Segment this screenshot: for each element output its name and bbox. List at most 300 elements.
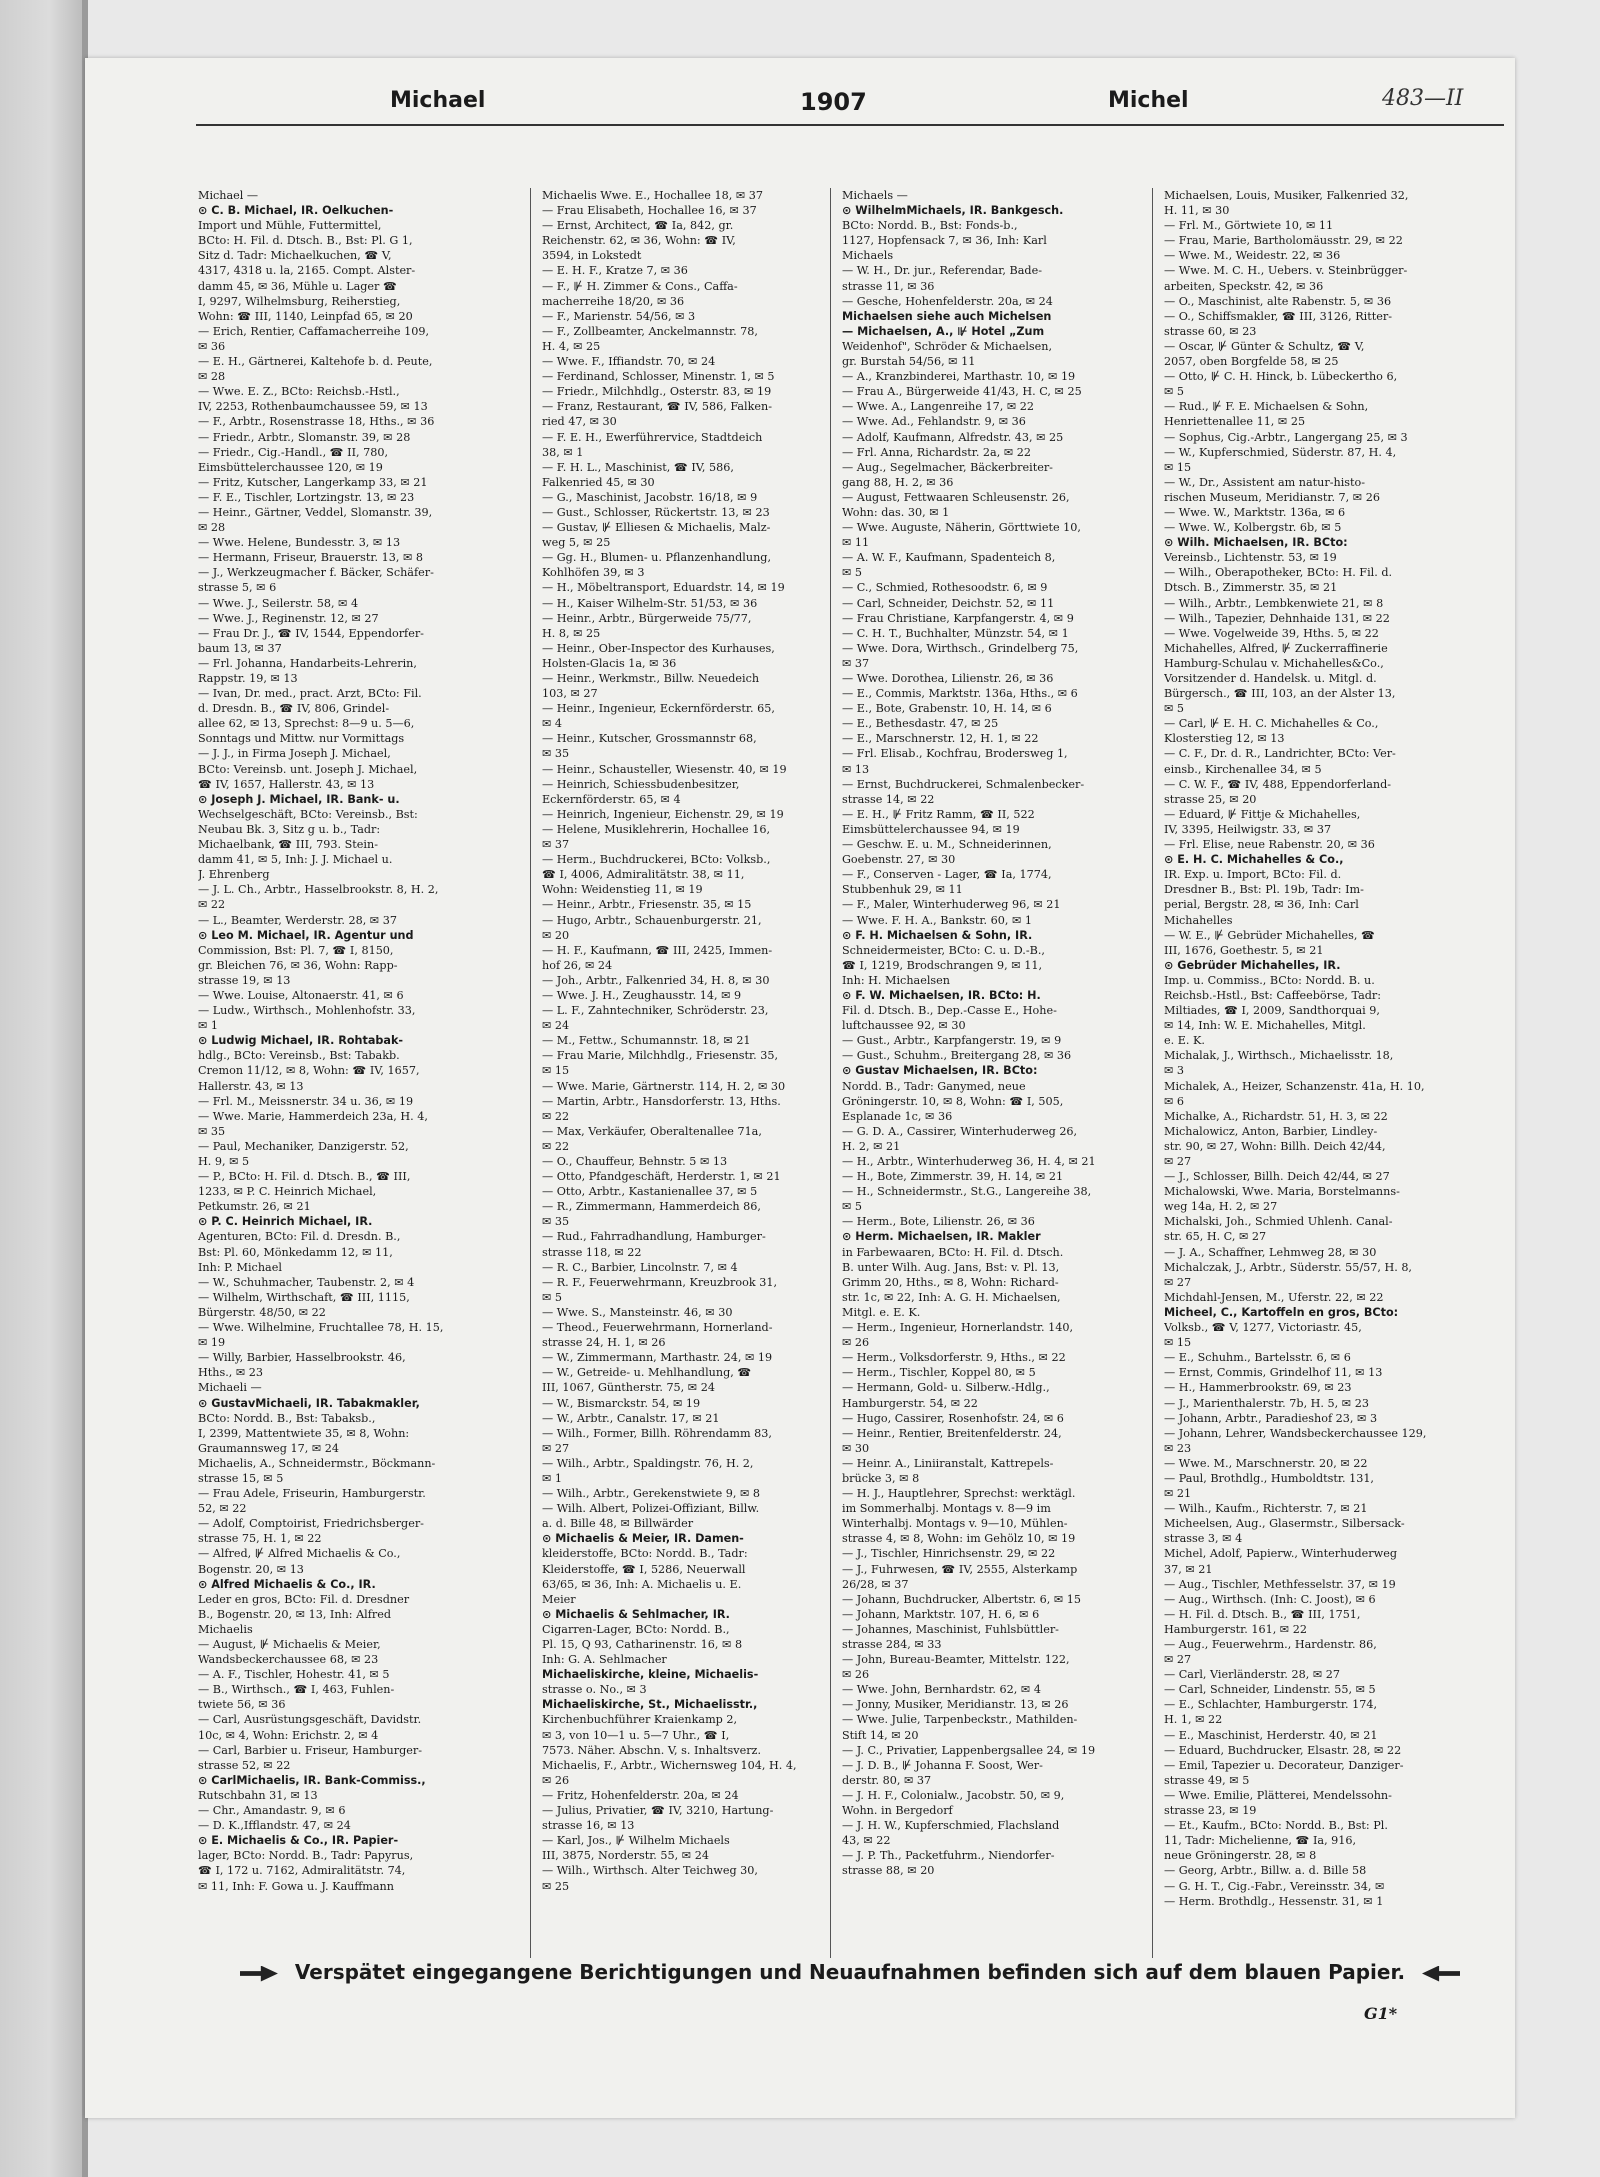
firm-entry-line: Michaelsen siehe auch Michelsen [842, 309, 1052, 323]
entry-line: Inh: G. A. Sehlmacher [542, 1653, 667, 1667]
entry-line: Hallerstr. 43, ✉ 13 [198, 1079, 304, 1093]
entry-line: — Adolf, Kaufmann, Alfredstr. 43, ✉ 25 [842, 430, 1064, 444]
entry-line: — B., Wirthsch., ☎ I, 463, Fuhlen- [198, 1683, 395, 1697]
entry-line: ✉ 13 [842, 762, 870, 776]
entry-line: — Wwe. W., Marktstr. 136a, ✉ 6 [1164, 505, 1346, 519]
entry-line: — Heinr., Arbtr., Friesenstr. 35, ✉ 15 [542, 898, 752, 912]
entry-line: — C. W. F., ☎ IV, 488, Eppendorferland- [1164, 777, 1392, 791]
entry-line: — F., Arbtr., Rosenstrasse 18, Hths., ✉ 36 [198, 415, 435, 429]
entry-line: — R. F., Feuerwehrmann, Kreuzbrook 31, [542, 1275, 777, 1289]
entry-line: — Ernst, Buchdruckerei, Schmalenbecker- [842, 777, 1085, 791]
entry-line: in Farbewaaren, BCto: H. Fil. d. Dtsch. [842, 1245, 1064, 1259]
entry-line: — G. D. A., Cassirer, Winterhuderweg 26, [842, 1124, 1078, 1138]
column-3 [842, 188, 1142, 1879]
entry-line: Michahelles [1164, 913, 1233, 927]
entry-line: — Frau Adele, Friseurin, Hamburgerstr. [198, 1487, 426, 1501]
entry-line: ✉ 24 [542, 1019, 570, 1033]
firm-entry-line: ⊙ E. Michaelis & Co., IR. Papier- [198, 1834, 399, 1848]
entry-line: ried 47, ✉ 30 [542, 415, 617, 429]
entry-line: J. Ehrenberg [198, 868, 270, 882]
entry-line: strasse 49, ✉ 5 [1164, 1773, 1250, 1787]
entry-line: — E., Schlachter, Hamburgerstr. 174, [1164, 1698, 1378, 1712]
entry-line: ✉ 5 [1164, 702, 1185, 716]
entry-line: Volksb., ☎ V, 1277, Victoriastr. 45, [1164, 1321, 1362, 1335]
entry-line: BCto: Nordd. B., Bst: Fonds-b., [842, 219, 1018, 233]
entry-line: — Erich, Rentier, Caffamacherreihe 109, [198, 324, 429, 338]
entry-line: a. d. Bille 48, ✉ Billwärder [542, 1517, 694, 1531]
header-rule [196, 124, 1504, 126]
entry-line: — Herm., Ingenieur, Hornerlandstr. 140, [842, 1321, 1073, 1335]
entry-line: allee 62, ✉ 13, Sprechst: 8—9 u. 5—6, [198, 717, 415, 731]
entry-line: — Wwe. Marie, Gärtnerstr. 114, H. 2, ✉ 30 [542, 1079, 786, 1093]
entry-line: ✉ 35 [542, 1215, 570, 1229]
entry-line: — F., Marienstr. 54/56, ✉ 3 [542, 309, 696, 323]
entry-line: Weidenhof", Schröder & Michaelsen, [842, 339, 1053, 353]
entry-line: damm 41, ✉ 5, Inh: J. J. Michael u. [198, 853, 393, 867]
entry-line: — Geschw. E. u. M., Schneiderinnen, [842, 838, 1052, 852]
entry-line: Cigarren-Lager, BCto: Nordd. B., [542, 1622, 730, 1636]
entry-line: gr. Burstah 54/56, ✉ 11 [842, 355, 976, 369]
entry-line: — Wwe. E. Z., BCto: Reichsb.-Hstl., [198, 385, 400, 399]
entry-line: ✉ 26 [542, 1773, 570, 1787]
entry-line: H. 2, ✉ 21 [842, 1139, 901, 1153]
entry-line: — Oscar, ⊮ Günter & Schultz, ☎ V, [1164, 339, 1365, 353]
entry-line: ✉ 35 [542, 747, 570, 761]
entry-line: ✉ 20 [542, 928, 570, 942]
entry-line: — L., Beamter, Werderstr. 28, ✉ 37 [198, 913, 397, 927]
entry-line: — J., Marienthalerstr. 7b, H. 5, ✉ 23 [1164, 1396, 1369, 1410]
entry-line: — Ernst, Commis, Grindelhof 11, ✉ 13 [1164, 1366, 1383, 1380]
entry-line: 4317, 4318 u. la, 2165. Compt. Alster- [198, 264, 416, 278]
entry-line: Winterhalbj. Montags v. 9—10, Mühlen- [842, 1517, 1068, 1531]
entry-line: ☎ IV, 1657, Hallerstr. 43, ✉ 13 [198, 777, 375, 791]
entry-line: — Wilh., Tapezier, Dehnhaide 131, ✉ 22 [1164, 611, 1390, 625]
entry-line: — H., Arbtr., Winterhuderweg 36, H. 4, ✉ 21 [842, 1155, 1096, 1168]
entry-line: rischen Museum, Meridianstr. 7, ✉ 26 [1164, 490, 1380, 504]
column-divider [1152, 188, 1153, 1958]
entry-line: ✉ 5 [1164, 385, 1185, 399]
entry-line: — Carl, Schneider, Deichstr. 52, ✉ 11 [842, 596, 1055, 610]
entry-line: ✉ 6 [1164, 1094, 1185, 1108]
firm-entry-line: ⊙ Alfred Michaelis & Co., IR. [198, 1577, 376, 1591]
entry-line: ✉ 3, von 10—1 u. 5—7 Uhr., ☎ I, [542, 1728, 730, 1742]
entry-line: — W., Zimmermann, Marthastr. 24, ✉ 19 [542, 1351, 773, 1365]
entry-line: ✉ 37 [542, 838, 570, 852]
firm-entry-line: ⊙ CarlMichaelis, IR. Bank-Commiss., [198, 1773, 426, 1787]
entry-line: Dtsch. B., Zimmerstr. 35, ✉ 21 [1164, 581, 1338, 595]
entry-line: ✉ 27 [1164, 1653, 1192, 1667]
entry-line: — F., Maler, Winterhuderweg 96, ✉ 21 [842, 898, 1061, 912]
entry-line: brücke 3, ✉ 8 [842, 1471, 920, 1485]
header-year: 1907 [800, 88, 867, 116]
entry-line: — August, Fettwaaren Schleusenstr. 26, [842, 490, 1070, 504]
entry-line: Commission, Bst: Pl. 7, ☎ I, 8150, [198, 943, 394, 957]
entry-line: — F., Zollbeamter, Anckelmannstr. 78, [542, 324, 758, 338]
entry-line: Hths., ✉ 23 [198, 1366, 264, 1380]
book-spine [0, 0, 82, 2177]
entry-line: — Aug., Segelmacher, Bäckerbreiter- [842, 460, 1053, 474]
entry-line: — J. P. Th., Packetfuhrm., Niendorfer- [842, 1849, 1055, 1863]
firm-entry-line: ⊙ Gustav Michaelsen, IR. BCto: [842, 1064, 1038, 1078]
entry-line: Reichsb.-Hstl., Bst: Caffeebörse, Tadr: [1164, 988, 1382, 1002]
entry-line: — Wwe. J., Seilerstr. 58, ✉ 4 [198, 596, 359, 610]
entry-line: — Friedr., Cig.-Handl., ☎ II, 780, [198, 445, 389, 459]
entry-line: — D. K.,Ifflandstr. 47, ✉ 24 [198, 1819, 351, 1833]
entry-line: III, 1067, Güntherstr. 75, ✉ 24 [542, 1381, 715, 1395]
entry-line: strasse 60, ✉ 23 [1164, 324, 1257, 338]
entry-line: 103, ✉ 27 [542, 687, 598, 701]
firm-entry-line: Micheel, C., Kartoffeln en gros, BCto: [1164, 1305, 1399, 1319]
entry-line: Kohlhöfen 39, ✉ 3 [542, 566, 645, 580]
entry-line: — Heinr., Ingenieur, Eckernförderstr. 65, [542, 702, 775, 716]
entry-line: Michalski, Joh., Schmied Uhlenh. Canal- [1164, 1215, 1393, 1229]
entry-line: 43, ✉ 22 [842, 1834, 891, 1848]
entry-line: — Wwe. Louise, Altonaerstr. 41, ✉ 6 [198, 988, 404, 1002]
firm-entry-line: ⊙ C. B. Michael, IR. Oelkuchen- [198, 204, 394, 218]
entry-line: Michalek, A., Heizer, Schanzenstr. 41a, H. 10, [1164, 1079, 1425, 1093]
entry-line: 2057, oben Borgfelde 58, ✉ 25 [1164, 355, 1339, 369]
entry-line: IV, 2253, Rothenbaumchaussee 59, ✉ 13 [198, 400, 428, 414]
entry-line: — Wilh., Arbtr., Gerekenstwiete 9, ✉ 8 [542, 1487, 761, 1501]
pointing-hand-icon [1422, 1966, 1460, 1982]
entry-line: — Wwe. M., Marschnerstr. 20, ✉ 22 [1164, 1456, 1368, 1470]
firm-entry-line: Michaeliskirche, St., Michaelisstr., [542, 1698, 758, 1712]
entry-line: — Martin, Arbtr., Hansdorferstr. 13, Hths. [542, 1094, 781, 1108]
entry-line: — E. H. F., Kratze 7, ✉ 36 [542, 264, 688, 278]
entry-line: ✉ 27 [1164, 1155, 1192, 1168]
entry-line: — Herm., Volksdorferstr. 9, Hths., ✉ 22 [842, 1351, 1066, 1365]
entry-line: Agenturen, BCto: Fil. d. Dresdn. B., [198, 1230, 401, 1244]
entry-line: Michaelis, A., Schneidermstr., Böckmann- [198, 1456, 436, 1470]
entry-line: — H., Kaiser Wilhelm-Str. 51/53, ✉ 36 [542, 596, 758, 610]
entry-line: Grimm 20, Hths., ✉ 8, Wohn: Richard- [842, 1275, 1059, 1289]
entry-line: — Franz, Restaurant, ☎ IV, 586, Falken- [542, 400, 772, 414]
entry-line: ✉ 1 [198, 1019, 219, 1033]
entry-line: — Wwe. Wilhelmine, Fruchtallee 78, H. 15, [198, 1321, 444, 1335]
entry-line: — J. H. W., Kupferschmied, Flachsland [842, 1819, 1060, 1833]
entry-line: — Hermann, Gold- u. Silberw.-Hdlg., [842, 1381, 1050, 1395]
entry-line: — Wwe. M. C. H., Uebers. v. Steinbrügger- [1164, 264, 1408, 278]
entry-line: 11, Tadr: Micheliennе, ☎ Ia, 916, [1164, 1834, 1357, 1848]
entry-line: baum 13, ✉ 37 [198, 641, 282, 655]
entry-line: — Friedr., Arbtr., Slomanstr. 39, ✉ 28 [198, 430, 411, 444]
entry-line: strasse 14, ✉ 22 [842, 792, 935, 806]
entry-line: — Wwe. Ad., Fehlandstr. 9, ✉ 36 [842, 415, 1026, 429]
entry-line: ✉ 4 [542, 717, 563, 731]
header-left-keyword: Michael [390, 88, 486, 113]
entry-line: — C. F., Dr. d. R., Landrichter, BCto: Ver- [1164, 747, 1396, 761]
entry-line: — J., Tischler, Hinrichsenstr. 29, ✉ 22 [842, 1547, 1056, 1561]
entry-line: Neubau Bk. 3, Sitz g u. b., Tadr: [198, 822, 381, 836]
column-4 [1164, 188, 1464, 1909]
entry-line: — Frau Marie, Milchhdlg., Friesenstr. 35, [542, 1049, 779, 1063]
printer-signature: G1* [1364, 2004, 1398, 2023]
entry-line: — Theod., Feuerwehrmann, Hornerland- [542, 1321, 773, 1335]
entry-line: — Eduard, Buchdrucker, Elsastr. 28, ✉ 22 [1164, 1743, 1402, 1757]
entry-line: Wohn. in Bergedorf [842, 1804, 953, 1818]
firm-entry-line: ⊙ Michaelis & Sehlmacher, IR. [542, 1607, 730, 1621]
entry-line: — Wwe. Vogelweide 39, Hths. 5, ✉ 22 [1164, 626, 1379, 640]
entry-line: perial, Bergstr. 28, ✉ 36, Inh: Carl [1164, 898, 1359, 912]
pointing-hand-icon [240, 1966, 278, 1982]
entry-line: Eimsbüttelerchaussee 94, ✉ 19 [842, 822, 1020, 836]
entry-line: — Wilh., Oberapotheker, BCto: H. Fil. d. [1164, 566, 1393, 580]
entry-line: gang 88, H. 2, ✉ 36 [842, 475, 954, 489]
entry-line: H. 9, ✉ 5 [198, 1155, 250, 1168]
entry-line: B. unter Wilh. Aug. Jans, Bst: v. Pl. 13, [842, 1260, 1060, 1274]
entry-line: Hamburgerstr. 161, ✉ 22 [1164, 1622, 1307, 1636]
entry-line: — Heinr. A., Liniiranstalt, Kattrepels- [842, 1456, 1054, 1470]
entry-line: — J. C., Privatier, Lappenbergsallee 24, ✉ 19 [842, 1743, 1096, 1757]
firm-entry-line: ⊙ Gebrüder Michahelles, IR. [1164, 958, 1341, 972]
entry-line: — H., Möbeltransport, Eduardstr. 14, ✉ 19 [542, 581, 785, 595]
entry-line: macherreihe 18/20, ✉ 36 [542, 294, 685, 308]
entry-line: Imp. u. Commiss., BCto: Nordd. B. u. [1164, 973, 1375, 987]
entry-line: Sonntags und Mittw. nur Vormittags [198, 732, 405, 746]
entry-line: — Alfred, ⊮ Alfred Michaelis & Co., [198, 1547, 401, 1561]
entry-line: — E., Bethesdastr. 47, ✉ 25 [842, 717, 999, 731]
entry-line: Graumannsweg 17, ✉ 24 [198, 1441, 340, 1455]
entry-line: — L. F., Zahntechniker, Schröderstr. 23, [542, 1004, 769, 1018]
firm-entry-line: Michaeliskirche, kleine, Michaelis- [542, 1668, 759, 1682]
entry-line: — Herm. Brothdlg., Hessenstr. 31, ✉ 1 [1164, 1894, 1384, 1908]
column-divider [830, 188, 831, 1958]
entry-line: — F. H. L., Maschinist, ☎ IV, 586, [542, 460, 734, 474]
firm-entry-line: ⊙ F. H. Michaelsen & Sohn, IR. [842, 928, 1033, 942]
entry-line: — W., Kupferschmied, Süderstr. 87, H. 4, [1164, 445, 1397, 459]
entry-line: H. 1, ✉ 22 [1164, 1713, 1223, 1727]
entry-line: Vorsitzender d. Handelsk. u. Mitgl. d. [1164, 672, 1377, 685]
entry-line: Michaelis Wwe. E., Hochallee 18, ✉ 37 [542, 189, 763, 202]
entry-line: I, 9297, Wilhelmsburg, Reiherstieg, [198, 294, 401, 308]
entry-line: — Ludw., Wirthsch., Mohlenhofstr. 33, [198, 1004, 416, 1018]
firm-entry-line: ⊙ P. C. Heinrich Michael, IR. [198, 1215, 373, 1229]
entry-line: — Ivan, Dr. med., pract. Arzt, BCto: Fil. [198, 687, 422, 701]
entry-line: strasse 3, ✉ 4 [1164, 1532, 1243, 1546]
entry-line: — F. E., Tischler, Lortzingstr. 13, ✉ 23 [198, 490, 415, 504]
entry-line: — Fritz, Kutscher, Langerkamp 33, ✉ 21 [198, 475, 428, 489]
entry-line: Schneidermeister, BCto: C. u. D.-B., [842, 943, 1045, 957]
entry-line: — Wwe. J. H., Zeughausstr. 14, ✉ 9 [542, 988, 742, 1002]
entry-line: H. 8, ✉ 25 [542, 626, 601, 640]
entry-line: — Rud., ⊮ F. E. Michaelsen & Sohn, [1164, 400, 1369, 414]
entry-line: — Emil, Tapezier u. Decorateur, Danziger- [1164, 1758, 1404, 1772]
entry-line: Michaels — [842, 189, 908, 202]
firm-entry-line: ⊙ Herm. Michaelsen, IR. Makler [842, 1230, 1041, 1244]
entry-line: — Carl, ⊮ E. H. C. Michahelles & Co., [1164, 717, 1379, 731]
entry-line: strasse 15, ✉ 5 [198, 1471, 284, 1485]
entry-line: — Julius, Privatier, ☎ IV, 3210, Hartung- [542, 1804, 774, 1818]
entry-line: Sitz d. Tadr: Michaelkuchen, ☎ V, [198, 249, 392, 263]
firm-entry-line: ⊙ E. H. C. Michahelles & Co., [1164, 853, 1344, 867]
entry-line: Henriettenallee 11, ✉ 25 [1164, 415, 1306, 429]
entry-line: — Wilh., Arbtr., Spaldingstr. 76, H. 2, [542, 1456, 754, 1470]
entry-line: — H., Schneidermstr., St.G., Langereihe 38, [842, 1185, 1092, 1199]
entry-line: Wandsbeckerchaussee 68, ✉ 23 [198, 1653, 379, 1667]
entry-line: arbeiten, Speckstr. 42, ✉ 36 [1164, 279, 1324, 293]
entry-line: — Carl, Vierländerstr. 28, ✉ 27 [1164, 1668, 1341, 1682]
entry-line: — Wwe. S., Mansteinstr. 46, ✉ 30 [542, 1305, 733, 1319]
entry-line: str. 65, H. C, ✉ 27 [1164, 1230, 1267, 1244]
entry-line: Hamburg-Schulau v. Michahelles&Co., [1164, 656, 1384, 670]
entry-line: — Gg. H., Blumen- u. Pflanzenhandlung, [542, 551, 772, 565]
entry-line: — Frl. Elise, neue Rabenstr. 20, ✉ 36 [1164, 838, 1375, 852]
entry-line: Michalak, J., Wirthsch., Michaelisstr. 18, [1164, 1049, 1394, 1063]
entry-line: Michel, Adolf, Papierw., Winterhuderweg [1164, 1547, 1397, 1561]
entry-line: — Max, Verkäufer, Oberaltenallee 71a, [542, 1124, 762, 1138]
entry-line: 1233, ✉ P. C. Heinrich Michael, [198, 1185, 377, 1199]
entry-line: Dresdner B., Bst: Pl. 19b, Tadr: Im- [1164, 883, 1364, 897]
entry-line: — H., Hammerbrookstr. 69, ✉ 23 [1164, 1381, 1352, 1395]
entry-line: strasse 19, ✉ 13 [198, 973, 291, 987]
entry-line: ✉ 5 [842, 566, 863, 580]
entry-line: twiete 56, ✉ 36 [198, 1698, 286, 1712]
entry-line: Kleiderstoffe, ☎ I, 5286, Neuerwall [542, 1562, 746, 1576]
entry-line: gr. Bleichen 76, ✉ 36, Wohn: Rapp- [198, 958, 398, 972]
entry-line: ✉ 22 [198, 898, 226, 912]
entry-line: H. 11, ✉ 30 [1164, 204, 1230, 218]
entry-line: weg 14a, H. 2, ✉ 27 [1164, 1200, 1278, 1214]
firm-entry-line: ⊙ GustavMichaeli, IR. Tabakmakler, [198, 1396, 420, 1410]
entry-line: Petkumstr. 26, ✉ 21 [198, 1200, 311, 1214]
entry-line: — W. H., Dr. jur., Referendar, Bade- [842, 264, 1042, 278]
entry-line: — Wwe. F. H. A., Bankstr. 60, ✉ 1 [842, 913, 1033, 927]
entry-line: — O., Chauffeur, Behnstr. 5 ✉ 13 [542, 1155, 728, 1168]
entry-line: Michdahl-Jensen, M., Uferstr. 22, ✉ 22 [1164, 1290, 1384, 1304]
entry-line: — F. E. H., Ewerführervice, Stadtdeich [542, 430, 763, 444]
entry-line: ✉ 35 [198, 1124, 226, 1138]
entry-line: 3594, in Lokstedt [542, 249, 642, 263]
entry-line: — J. D. B., ⊮ Johanna F. Soost, Wer- [842, 1758, 1043, 1772]
entry-line: ✉ 5 [842, 1200, 863, 1214]
entry-line: Inh: P. Michael [198, 1260, 282, 1274]
firm-entry-line: ⊙ Joseph J. Michael, IR. Bank- u. [198, 792, 400, 806]
entry-line: — Heinr., Gärtner, Veddel, Slomanstr. 39, [198, 505, 433, 519]
entry-line: strasse 11, ✉ 36 [842, 279, 935, 293]
entry-line: — Wwe. Helene, Bundesstr. 3, ✉ 13 [198, 536, 401, 550]
entry-line: — Johann, Lehrer, Wandsbeckerchaussee 129, [1164, 1426, 1427, 1440]
entry-line: — Wilh., Wirthsch. Alter Teichweg 30, [542, 1864, 758, 1878]
entry-line: — Adolf, Comptoirist, Friedrichsberger- [198, 1517, 424, 1531]
entry-line: Eimsbüttelerchaussee 120, ✉ 19 [198, 460, 383, 474]
entry-line: — E. H., Gärtnerei, Kaltehofe b. d. Peute, [198, 355, 433, 369]
entry-line: — E., Bote, Grabenstr. 10, H. 14, ✉ 6 [842, 702, 1052, 716]
entry-line: Bürgersch., ☎ III, 103, an der Alster 13, [1164, 687, 1396, 701]
entry-line: — E. H., ⊮ Fritz Ramm, ☎ II, 522 [842, 807, 1035, 821]
entry-line: — Heinr., Kutscher, Grossmannstr 68, [542, 732, 757, 746]
entry-line: Pl. 15, Q 93, Catharinenstr. 16, ✉ 8 [542, 1638, 743, 1651]
entry-line: strasse 284, ✉ 33 [842, 1638, 942, 1651]
entry-line: — Wilh., Kaufm., Richterstr. 7, ✉ 21 [1164, 1502, 1368, 1516]
entry-line: ✉ 22 [542, 1109, 570, 1123]
entry-line: — Wwe. Marie, Hammerdeich 23a, H. 4, [198, 1109, 428, 1123]
entry-line: Gröningerstr. 10, ✉ 8, Wohn: ☎ I, 505, [842, 1094, 1064, 1108]
entry-line: Michaelbank, ☎ III, 793. Stein- [198, 838, 378, 852]
firm-entry-line: ⊙ WilhelmMichaels, IR. Bankgesch. [842, 204, 1064, 218]
entry-line: — Joh., Arbtr., Falkenried 34, H. 8, ✉ 30 [542, 973, 770, 987]
entry-line: BCto: Nordd. B., Bst: Tabaksb., [198, 1411, 376, 1425]
entry-line: ✉ 14, Inh: W. E. Michahelles, Mitgl. [1164, 1019, 1366, 1033]
entry-line: — J., Fuhrwesen, ☎ IV, 2555, Alsterkamp [842, 1562, 1078, 1576]
entry-line: neue Gröningerstr. 28, ✉ 8 [1164, 1849, 1317, 1863]
entry-line: — August, ⊮ Michaelis & Meier, [198, 1638, 381, 1651]
entry-line: — Wwe. M., Weidestr. 22, ✉ 36 [1164, 249, 1341, 263]
entry-line: Fil. d. Dtsch. B., Dep.-Casse E., Hohe- [842, 1004, 1057, 1018]
entry-line: Michahelles, Alfred, ⊮ Zuckerraffinerie [1164, 641, 1388, 655]
entry-line: 52, ✉ 22 [198, 1502, 247, 1516]
entry-line: — Heinr., Schausteller, Wiesenstr. 40, ✉ 19 [542, 762, 787, 776]
firm-entry-line: ⊙ Leo M. Michael, IR. Agentur und [198, 928, 414, 942]
entry-line: — Wwe. Auguste, Näherin, Görttwiete 10, [842, 521, 1081, 535]
entry-line: Bogenstr. 20, ✉ 13 [198, 1562, 304, 1576]
entry-line: Michalowski, Wwe. Maria, Borstelmanns- [1164, 1185, 1400, 1199]
entry-line: Kirchenbuchführer Kraienkamp 2, [542, 1713, 738, 1727]
entry-line: — Gust., Arbtr., Karpfangerstr. 19, ✉ 9 [842, 1034, 1062, 1048]
entry-line: Bürgerstr. 48/50, ✉ 22 [198, 1305, 326, 1319]
entry-line: B., Bogenstr. 20, ✉ 13, Inh: Alfred [198, 1607, 392, 1621]
entry-line: — Wwe. A., Langenreihe 17, ✉ 22 [842, 400, 1035, 414]
entry-line: luftchaussee 92, ✉ 30 [842, 1019, 966, 1033]
entry-line: Micheelsen, Aug., Glasermstr., Silbersack- [1164, 1517, 1405, 1531]
entry-line: strasse 52, ✉ 22 [198, 1758, 291, 1772]
entry-line: — Carl, Ausrüstungsgeschäft, Davidstr. [198, 1713, 422, 1727]
page-number: 483—II [1382, 86, 1464, 111]
entry-line: Michalczak, J., Arbtr., Süderstr. 55/57, H. 8, [1164, 1260, 1412, 1274]
entry-line: — Ernst, Architect, ☎ Ia, 842, gr. [542, 219, 734, 233]
entry-line: — Frau A., Bürgerweide 41/43, H. C, ✉ 25 [842, 385, 1082, 399]
entry-line: — Frau Dr. J., ☎ IV, 1544, Eppendorfer- [198, 626, 424, 640]
entry-line: Stift 14, ✉ 20 [842, 1728, 919, 1742]
entry-line: 37, ✉ 21 [1164, 1562, 1213, 1576]
header-right-keyword: Michel [1108, 88, 1189, 113]
entry-line: — E., Marschnerstr. 12, H. 1, ✉ 22 [842, 732, 1039, 746]
entry-line: im Sommerhalbj. Montags v. 8—9 im [842, 1502, 1051, 1516]
entry-line: ✉ 1 [542, 1471, 563, 1485]
entry-line: — Carl, Schneider, Lindenstr. 55, ✉ 5 [1164, 1683, 1376, 1697]
entry-line: Michaelis, F., Arbtr., Wichernsweg 104, H. 4, [542, 1758, 797, 1772]
entry-line: — Otto, Arbtr., Kastanienallee 37, ✉ 5 [542, 1185, 758, 1199]
entry-line: 1127, Hopfensack 7, ✉ 36, Inh: Karl [842, 234, 1047, 248]
entry-line: — M., Fettw., Schumannstr. 18, ✉ 21 [542, 1034, 751, 1048]
entry-line: ✉ 26 [842, 1668, 870, 1682]
entry-line: — J., Werkzeugmacher f. Bäcker, Schäfer- [198, 566, 434, 580]
firm-entry-line: — Michaelsen, A., ⊮ Hotel „Zum [842, 324, 1045, 338]
entry-line: BCto: Vereinsb. unt. Joseph J. Michael, [198, 762, 418, 776]
entry-line: Falkenried 45, ✉ 30 [542, 475, 655, 489]
entry-line: — Heinrich, Ingenieur, Eichenstr. 29, ✉ 19 [542, 807, 784, 821]
entry-line: — H. F., Kaufmann, ☎ III, 2425, Immen- [542, 943, 773, 957]
entry-line: Wohn: Weidenstieg 11, ✉ 19 [542, 883, 703, 897]
entry-line: — Wilh., Former, Billh. Röhrendamm 83, [542, 1426, 772, 1440]
entry-line: ✉ 15 [1164, 460, 1192, 474]
entry-line: — Wilhelm, Wirthschaft, ☎ III, 1115, [198, 1290, 410, 1304]
entry-line: Michalke, A., Richardstr. 51, H. 3, ✉ 22 [1164, 1109, 1388, 1123]
entry-line: 63/65, ✉ 36, Inh: A. Michaelis u. E. [542, 1577, 742, 1591]
firm-entry-line: ⊙ Ludwig Michael, IR. Rohtabak- [198, 1034, 404, 1048]
entry-line: str. 90, ✉ 27, Wohn: Billh. Deich 42/44, [1164, 1139, 1386, 1153]
entry-line: — Wwe. J., Reginenstr. 12, ✉ 27 [198, 611, 379, 625]
entry-line: — Wwe. Dorothea, Lilienstr. 26, ✉ 36 [842, 672, 1054, 685]
entry-line: — Karl, Jos., ⊮ Wilhelm Michaels [542, 1834, 730, 1848]
entry-line: Rutschbahn 31, ✉ 13 [198, 1788, 318, 1802]
entry-line: ✉ 27 [1164, 1275, 1192, 1289]
entry-line: — Gust., Schlosser, Rückertstr. 13, ✉ 23 [542, 505, 770, 519]
entry-line: — Helene, Musiklehrerin, Hochallee 16, [542, 822, 771, 836]
entry-line: strasse 118, ✉ 22 [542, 1245, 642, 1259]
entry-line: — R., Zimmermann, Hammerdeich 86, [542, 1200, 761, 1214]
entry-line: — A. F., Tischler, Hohestr. 41, ✉ 5 [198, 1668, 390, 1682]
entry-line: ✉ 11 [842, 536, 870, 550]
